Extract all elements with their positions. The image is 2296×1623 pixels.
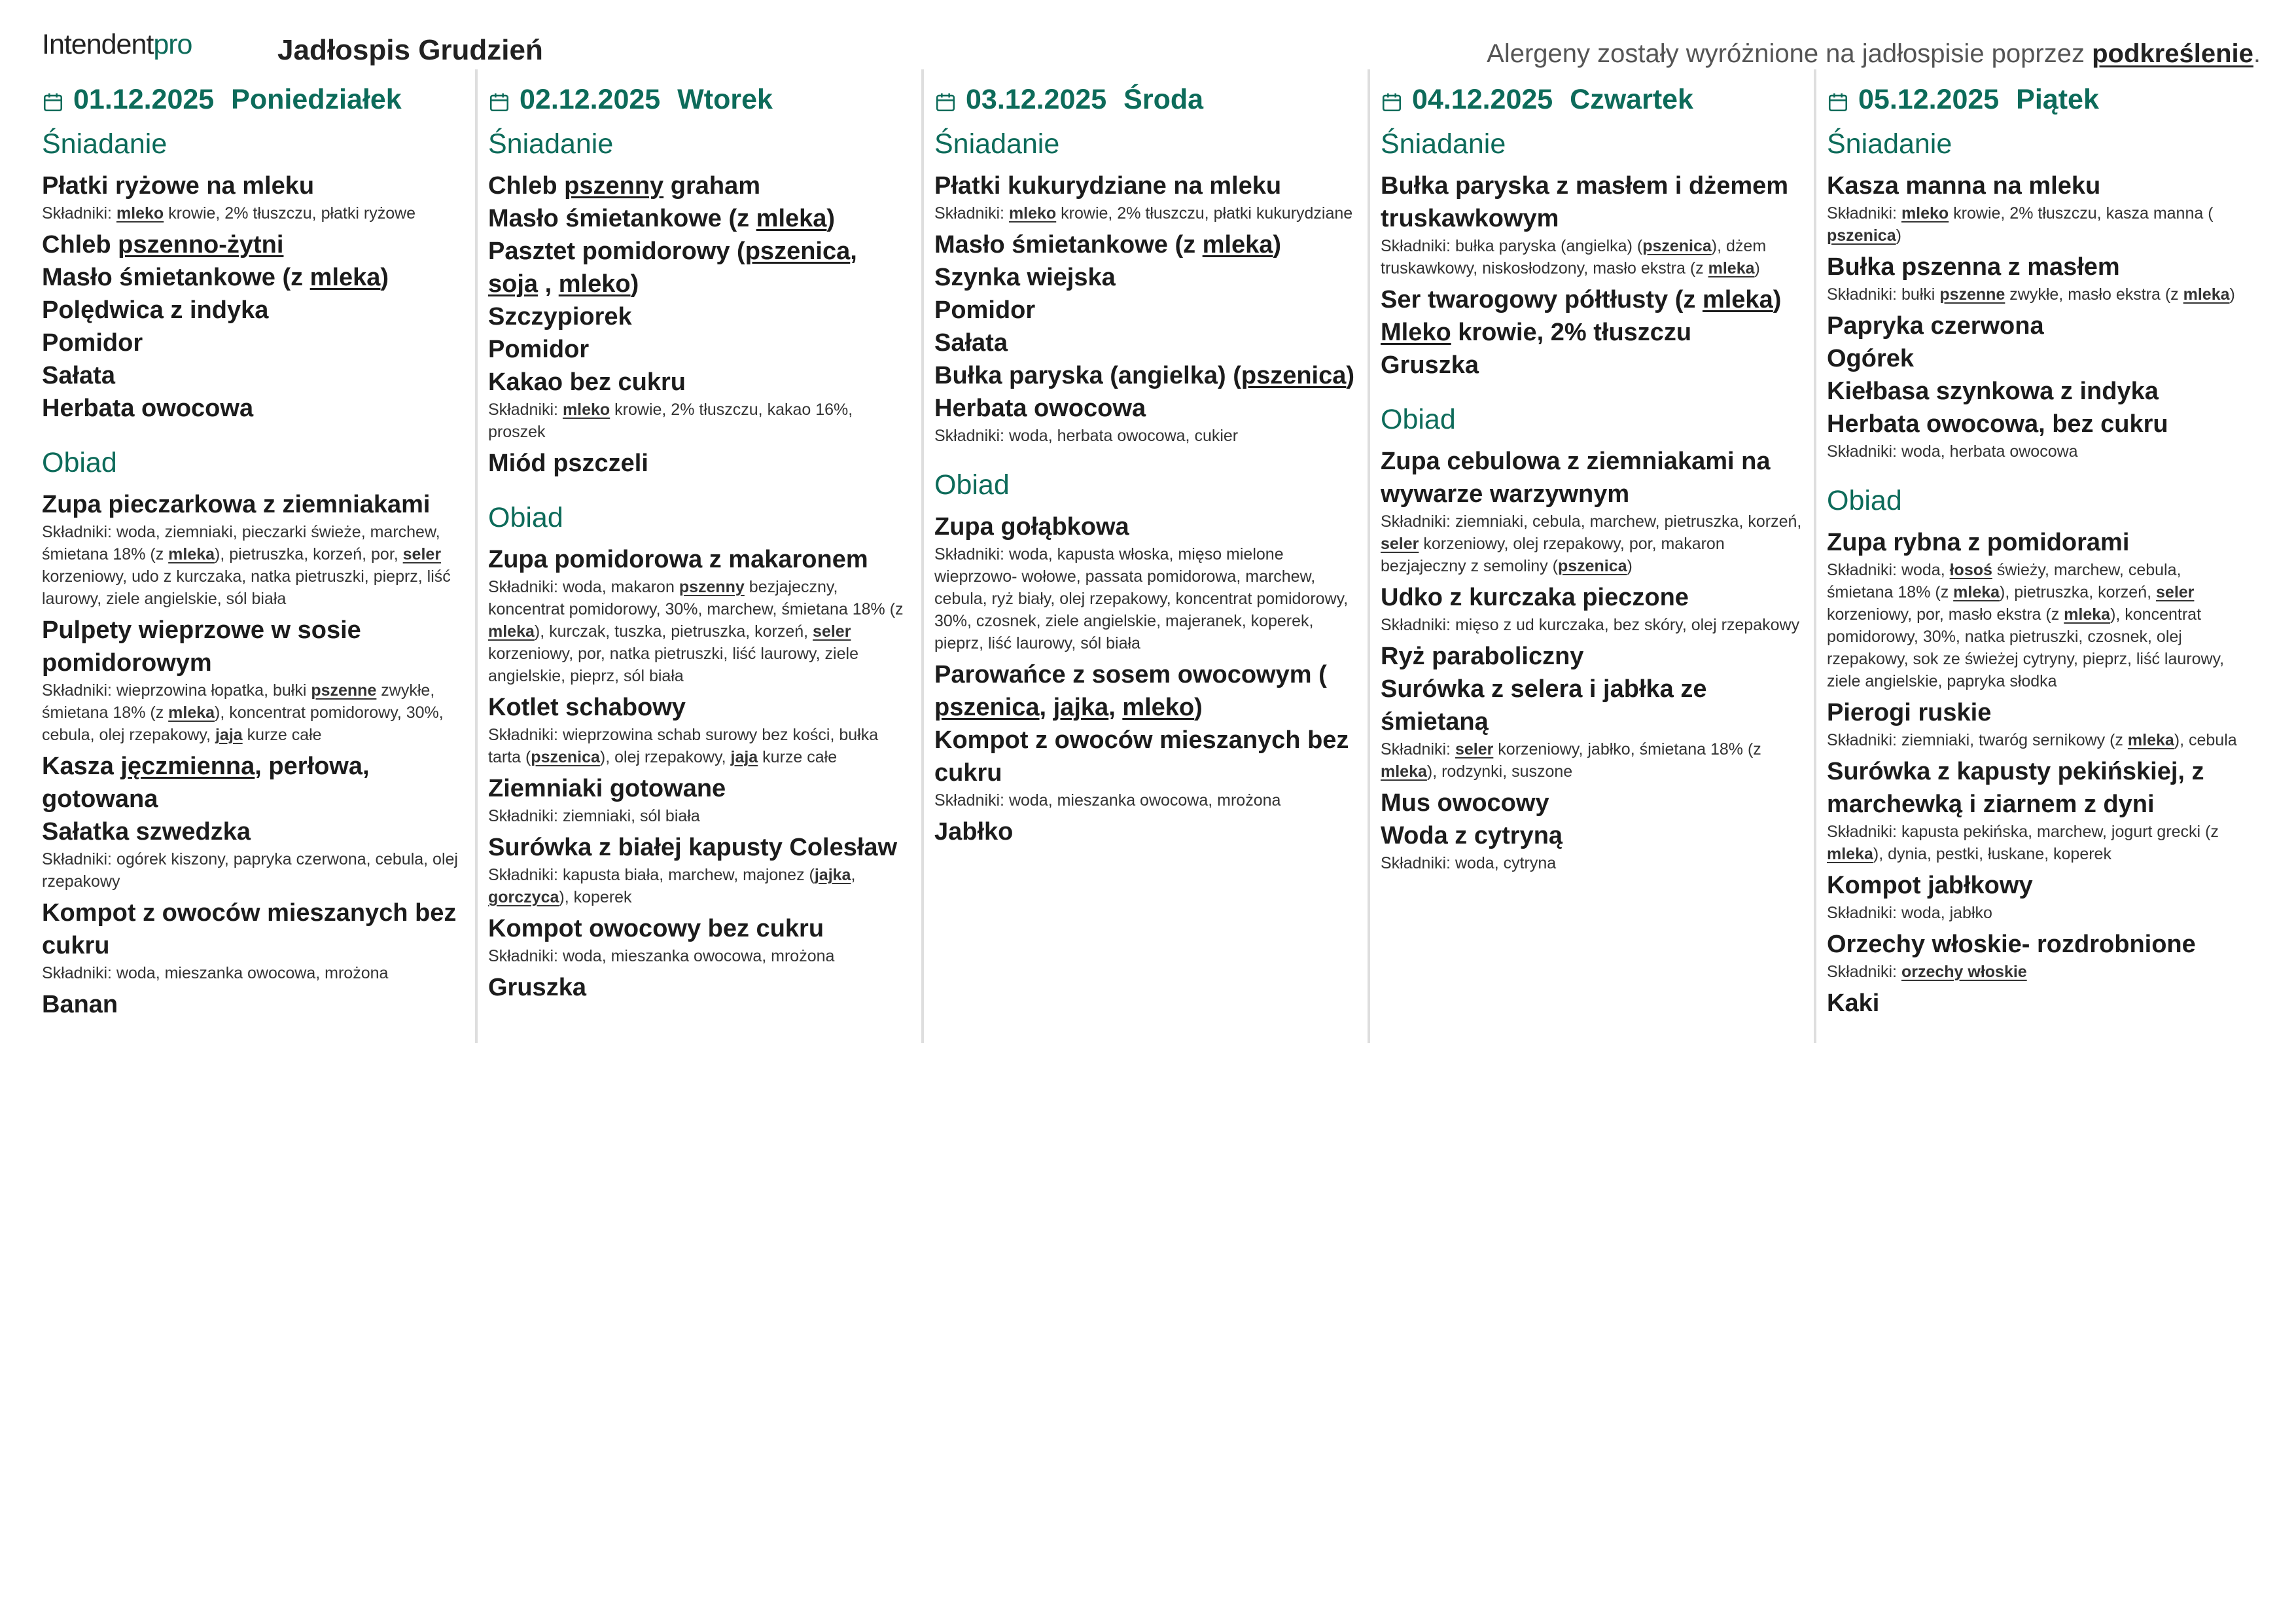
dish-name: Mleko krowie, 2% tłuszczu xyxy=(1381,319,1692,346)
dish-ingredients: Składniki: wieprzowina schab surowy bez kości, bułka tarta (pszenica), olej rzepakowy, jaja kurze całe xyxy=(488,726,879,766)
page-title: Jadłospis Grudzień xyxy=(277,34,543,66)
dish-name: Parowańce z sosem owocowym ( pszenica, jajka, mleko) xyxy=(934,661,1327,721)
dish-name: Udko z kurczaka pieczone xyxy=(1381,584,1689,611)
dish-name: Zupa cebulowa z ziemniakami na wywarze warzywnym xyxy=(1381,448,1771,508)
dish-ingredients: Składniki: woda, cytryna xyxy=(1381,854,1557,872)
meal-section-title: Obiad xyxy=(42,447,117,478)
dish-ingredients: Składniki: woda, mieszanka owocowa, mrożona xyxy=(934,791,1281,810)
dish-name: Surówka z selera i jabłka ze śmietaną xyxy=(1381,675,1707,736)
dish-name: Pomidor xyxy=(488,336,590,363)
dish-name: Masło śmietankowe (z mleka) xyxy=(934,231,1282,259)
dish-name: Zupa pieczarkowa z ziemniakami xyxy=(42,491,431,518)
dish-ingredients: Składniki: woda, herbata owocowa xyxy=(1827,442,2078,461)
day-header xyxy=(1381,76,1802,123)
dish-ingredients: Składniki: mięso z ud kurczaka, bez skóry, olej rzepakowy xyxy=(1381,616,1800,634)
dish-name: Szynka wiejska xyxy=(934,264,1116,291)
dish-name: Kompot z owoców mieszanych bez cukru xyxy=(934,726,1349,787)
dish-name: Ryż paraboliczny xyxy=(1381,643,1584,670)
dish-name: Herbata owocowa xyxy=(42,395,254,422)
meal-section-title: Obiad xyxy=(1381,404,1456,435)
dish-ingredients: Składniki: woda, jabłko xyxy=(1827,904,1992,922)
dish-name: Papryka czerwona xyxy=(1827,312,2044,340)
calendar-icon xyxy=(1827,88,1849,111)
dish-ingredients: Składniki: woda, makaron pszenny bezjajeczny, koncentrat pomidorowy, 30%, marchew, śmietana 18% (z mleka), kurczak, tuszka, pietruszka, korzeń, seler korzeniowy, por, natka pietruszki, liść laurowy, ziele angielskie, pieprz, sól biała xyxy=(488,578,904,685)
dish-ingredients: Składniki: woda, łosoś świeży, marchew, cebula, śmietana 18% (z mleka), pietruszka, korzeń, seler korzeniowy, por, masło ekstra (z mleka), koncentrat pomidorowy, 30%, natka pietruszki, czosnek, olej rzepakowy, sok ze świeżej cytryny, pieprz, liść laurowy, ziele angielskie, papryka słodka xyxy=(1827,561,2225,690)
day-column xyxy=(31,69,478,1043)
dish-name: Banan xyxy=(42,991,118,1018)
day-header xyxy=(934,76,1356,123)
meal-section-title: Śniadanie xyxy=(42,128,168,160)
dish-name: Bułka pszenna z masłem xyxy=(1827,253,2120,281)
dish-name: Pomidor xyxy=(934,296,1036,324)
day-column xyxy=(1816,69,2263,1043)
day-columns xyxy=(31,69,2263,1043)
dish-name: Bułka paryska z masłem i dżemem truskawkowym xyxy=(1381,172,1789,232)
logo-text: Intendent xyxy=(42,29,154,60)
dish-name: Chleb pszenny graham xyxy=(488,172,760,200)
calendar-icon xyxy=(42,88,64,111)
day-weekday: Czwartek xyxy=(1562,83,1693,115)
legend-emphasis: podkreślenie xyxy=(2092,39,2253,68)
dish-ingredients: Składniki: woda, kapusta włoska, mięso mielone wieprzowo- wołowe, passata pomidorowa, marchew, cebula, ryż biały, olej rzepakowy, koncentrat pomidorowy, 30%, czosnek, ziele angielskie, majeranek, koperek, pieprz, liść laurowy, sól biała xyxy=(934,545,1349,652)
dish-ingredients: Składniki: ziemniaki, cebula, marchew, pietruszka, korzeń, seler korzeniowy, olej rzepakowy, por, makaron bezjajeczny z semoliny (pszenica) xyxy=(1381,512,1802,575)
dish-ingredients: Składniki: mleko krowie, 2% tłuszczu, kasza manna ( pszenica) xyxy=(1827,204,2214,245)
brand-logo xyxy=(42,29,192,61)
dish-name: Gruszka xyxy=(1381,351,1479,379)
dish-name: Kompot z owoców mieszanych bez cukru xyxy=(42,899,457,959)
day-weekday: Wtorek xyxy=(669,83,773,115)
calendar-icon xyxy=(1381,88,1403,111)
meal-section-title: Obiad xyxy=(488,502,563,533)
day-date: 05.12.2025 xyxy=(1858,83,2000,115)
dish-name: Kompot owocowy bez cukru xyxy=(488,915,824,942)
dish-name: Sałata xyxy=(42,362,115,389)
dish-name: Kiełbasa szynkowa z indyka xyxy=(1827,378,2159,405)
meal-section-title: Śniadanie xyxy=(934,128,1060,160)
allergen-legend xyxy=(1487,39,2261,69)
dish-name: Kaki xyxy=(1827,990,1880,1017)
dish-name: Ogórek xyxy=(1827,345,1915,372)
dish-ingredients: Składniki: bułki pszenne zwykłe, masło ekstra (z mleka) xyxy=(1827,285,2235,304)
day-date: 02.12.2025 xyxy=(520,83,661,115)
dish-name: Woda z cytryną xyxy=(1381,822,1563,849)
dish-name: Bułka paryska (angielka) (pszenica) xyxy=(934,362,1355,389)
legend-end: . xyxy=(2253,39,2261,68)
dish-ingredients: Składniki: wieprzowina łopatka, bułki pszenne zwykłe, śmietana 18% (z mleka), koncentrat pomidorowy, 30%, cebula, olej rzepakowy, jaja kurze całe xyxy=(42,681,444,744)
logo-accent: pro xyxy=(153,29,192,60)
calendar-icon xyxy=(488,88,510,111)
dish-name: Gruszka xyxy=(488,974,586,1001)
dish-name: Kakao bez cukru xyxy=(488,368,686,396)
day-date: 03.12.2025 xyxy=(966,83,1107,115)
dish-name: Surówka z białej kapusty Colesław xyxy=(488,834,898,861)
dish-name: Ziemniaki gotowane xyxy=(488,775,726,802)
dish-ingredients: Składniki: seler korzeniowy, jabłko, śmietana 18% (z mleka), rodzynki, suszone xyxy=(1381,740,1761,781)
day-weekday: Piątek xyxy=(2008,83,2099,115)
day-column xyxy=(924,69,1370,1043)
meal-section-title: Śniadanie xyxy=(1381,128,1506,160)
dish-name: Polędwica z indyka xyxy=(42,296,269,324)
dish-name: Mus owocowy xyxy=(1381,789,1549,817)
dish-ingredients: Składniki: mleko krowie, 2% tłuszczu, płatki kukurydziane xyxy=(934,204,1353,223)
day-weekday: Poniedziałek xyxy=(223,83,402,115)
dish-name: Ser twarogowy półtłusty (z mleka) xyxy=(1381,286,1782,313)
dish-name: Herbata owocowa, bez cukru xyxy=(1827,410,2168,438)
dish-name: Sałata xyxy=(934,329,1008,357)
dish-name: Kasza jęczmienna, perłowa, gotowana xyxy=(42,753,370,813)
dish-name: Surówka z kapusty pekińskiej, z marchewką i ziarnem z dyni xyxy=(1827,758,2204,818)
dish-ingredients: Składniki: ziemniaki, sól biała xyxy=(488,807,700,825)
dish-name: Jabłko xyxy=(934,818,1014,846)
meal-section-title: Śniadanie xyxy=(488,128,614,160)
dish-ingredients: Składniki: bułka paryska (angielka) (pszenica), dżem truskawkowy, niskosłodzony, masło ekstra (z mleka) xyxy=(1381,237,1767,277)
dish-name: Zupa gołąbkowa xyxy=(934,513,1129,541)
dish-ingredients: Składniki: kapusta biała, marchew, majonez (jajka, gorczyca), koperek xyxy=(488,866,856,906)
dish-name: Pulpety wieprzowe w sosie pomidorowym xyxy=(42,616,361,677)
day-header xyxy=(1827,76,2251,123)
day-date: 01.12.2025 xyxy=(73,83,215,115)
dish-name: Herbata owocowa xyxy=(934,395,1146,422)
meal-section-title: Śniadanie xyxy=(1827,128,1952,160)
day-header xyxy=(42,76,463,123)
dish-ingredients: Składniki: ziemniaki, twaróg sernikowy (z mleka), cebula xyxy=(1827,731,2237,749)
dish-name: Miód pszczeli xyxy=(488,450,648,477)
dish-name: Masło śmietankowe (z mleka) xyxy=(488,205,836,232)
dish-ingredients: Składniki: woda, mieszanka owocowa, mrożona xyxy=(488,947,835,965)
day-header xyxy=(488,76,910,123)
dish-name: Sałatka szwedzka xyxy=(42,818,251,846)
dish-name: Orzechy włoskie- rozdrobnione xyxy=(1827,931,2196,958)
meal-section-title: Obiad xyxy=(934,469,1010,501)
dish-name: Pasztet pomidorowy (pszenica, soja , mleko) xyxy=(488,238,857,298)
dish-name: Płatki kukurydziane na mleku xyxy=(934,172,1282,200)
dish-ingredients: Składniki: woda, mieszanka owocowa, mrożona xyxy=(42,964,389,982)
dish-name: Kasza manna na mleku xyxy=(1827,172,2101,200)
day-column xyxy=(478,69,924,1043)
day-date: 04.12.2025 xyxy=(1412,83,1553,115)
meal-section-title: Obiad xyxy=(1827,485,1902,516)
dish-name: Płatki ryżowe na mleku xyxy=(42,172,315,200)
dish-ingredients: Składniki: kapusta pekińska, marchew, jogurt grecki (z mleka), dynia, pestki, łuskane, koperek xyxy=(1827,823,2219,863)
dish-name: Kotlet schabowy xyxy=(488,694,686,721)
dish-ingredients: Składniki: mleko krowie, 2% tłuszczu, płatki ryżowe xyxy=(42,204,416,223)
dish-name: Zupa pomidorowa z makaronem xyxy=(488,546,868,573)
dish-ingredients: Składniki: mleko krowie, 2% tłuszczu, kakao 16%, proszek xyxy=(488,401,853,441)
dish-name: Chleb pszenno-żytni xyxy=(42,231,284,259)
legend-text: Alergeny zostały wyróżnione na jadłospisie poprzez xyxy=(1487,39,2093,68)
dish-name: Szczypiorek xyxy=(488,303,632,330)
dish-name: Pierogi ruskie xyxy=(1827,699,1992,726)
dish-name: Kompot jabłkowy xyxy=(1827,872,2033,899)
dish-ingredients: Składniki: orzechy włoskie xyxy=(1827,963,2027,981)
dish-name: Zupa rybna z pomidorami xyxy=(1827,529,2130,556)
dish-ingredients: Składniki: woda, ziemniaki, pieczarki świeże, marchew, śmietana 18% (z mleka), pietruszka, korzeń, por, seler korzeniowy, udo z kurczaka, natka pietruszki, pieprz, liść laurowy, ziele angielskie, sól biała xyxy=(42,523,451,608)
dish-ingredients: Składniki: ogórek kiszony, papryka czerwona, cebula, olej rzepakowy xyxy=(42,850,458,891)
day-weekday: Środa xyxy=(1116,83,1204,115)
calendar-icon xyxy=(934,88,957,111)
dish-ingredients: Składniki: woda, herbata owocowa, cukier xyxy=(934,427,1239,445)
dish-name: Pomidor xyxy=(42,329,143,357)
day-column xyxy=(1370,69,1816,1043)
dish-name: Masło śmietankowe (z mleka) xyxy=(42,264,389,291)
